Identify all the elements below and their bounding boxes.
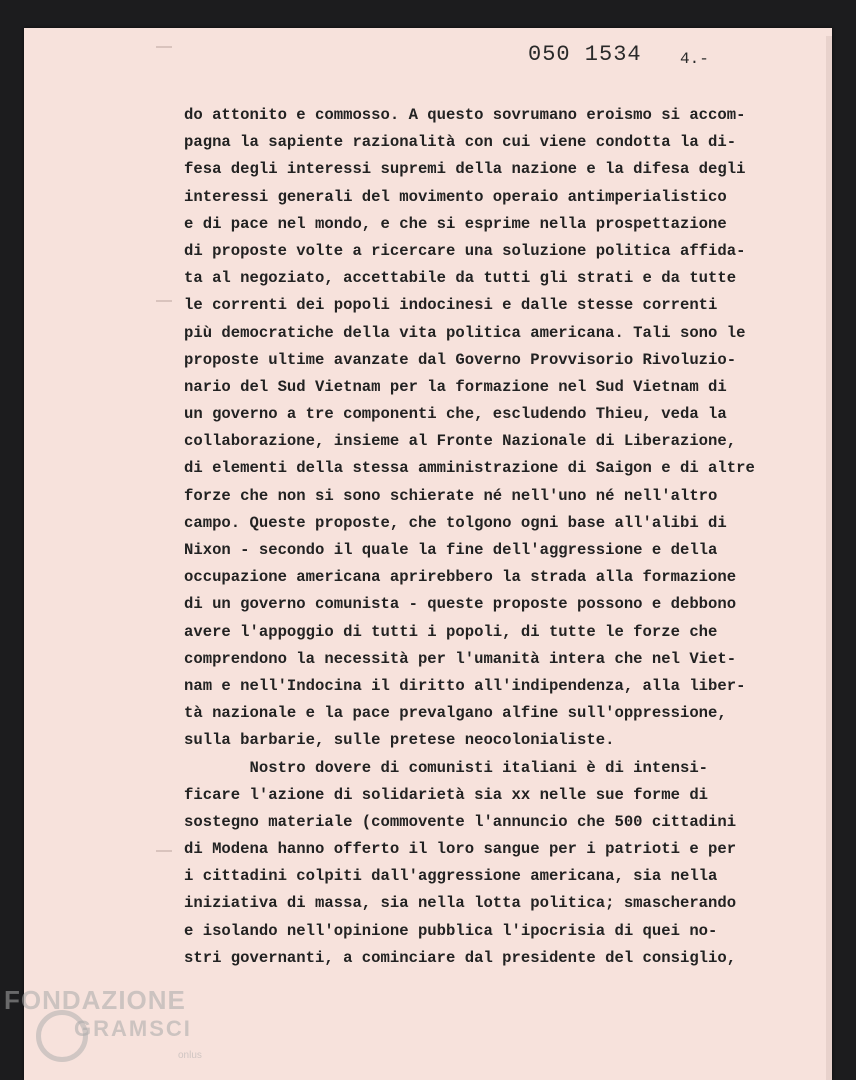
text-line: tà nazionale e la pace prevalgano alfine sull'oppressione, bbox=[184, 704, 727, 723]
text-line: di Modena hanno offerto il loro sangue per i patrioti e per bbox=[184, 840, 737, 859]
text-line: di proposte volte a ricercare una soluzione politica affida- bbox=[184, 241, 746, 260]
text-line: interessi generali del movimento operaio antimperialistico bbox=[184, 187, 727, 206]
text-line: nario del Sud Vietnam per la formazione nel Sud Vietnam di bbox=[184, 377, 727, 396]
text-line: nam e nell'Indocina il diritto all'indipendenza, alla liber- bbox=[184, 676, 746, 695]
text-line: di elementi della stessa amministrazione di Saigon e di altre bbox=[184, 459, 755, 478]
text-line: pagna la sapiente razionalità con cui viene condotta la di- bbox=[184, 133, 737, 152]
text-line: di un governo comunista - queste proposte possono e debbono bbox=[184, 595, 737, 614]
page-number: 4.- bbox=[680, 50, 709, 68]
text-line: iniziativa di massa, sia nella lotta politica; smascherando bbox=[184, 894, 737, 913]
text-line: Nostro dovere di comunisti italiani è di intensi- bbox=[184, 758, 709, 777]
text-line: campo. Queste proposte, che tolgono ogni base all'alibi di bbox=[184, 513, 727, 532]
text-line: occupazione americana aprirebbero la strada alla formazione bbox=[184, 568, 737, 587]
text-line: le correnti dei popoli indocinesi e dalle stesse correnti bbox=[184, 296, 718, 315]
typed-text-body bbox=[184, 102, 804, 972]
text-line: Nixon - secondo il quale la fine dell'aggressione e della bbox=[184, 541, 718, 559]
watermark-line-3: onlus bbox=[178, 1050, 202, 1061]
page-edge bbox=[826, 36, 832, 1080]
watermark-logo bbox=[4, 985, 192, 1042]
margin-mark bbox=[156, 46, 172, 48]
text-line: fesa degli interessi supremi della nazione e la difesa degli bbox=[184, 160, 746, 179]
text-line: ta al negoziato, accettabile da tutti gli strati e da tutte bbox=[184, 269, 737, 288]
text-line: sostegno materiale (commovente l'annuncio che 500 cittadini bbox=[184, 812, 737, 831]
text-line: più democratiche della vita politica americana. Tali sono le bbox=[184, 323, 746, 342]
text-line: e isolando nell'opinione pubblica l'ipocrisia di quei no- bbox=[184, 921, 718, 940]
text-line: sulla barbarie, sulle pretese neocolonialiste. bbox=[184, 731, 615, 750]
text-line: ficare l'azione di solidarietà sia xx nelle sue forme di bbox=[184, 785, 709, 804]
watermark-g-icon bbox=[36, 1010, 88, 1062]
text-line: proposte ultime avanzate dal Governo Provvisorio Rivoluzio- bbox=[184, 350, 737, 369]
archive-number: 050 1534 bbox=[528, 42, 642, 67]
margin-mark bbox=[156, 850, 172, 852]
text-line: un governo a tre componenti che, escludendo Thieu, veda la bbox=[184, 405, 727, 424]
text-line: e di pace nel mondo, e che si esprime nella prospettazione bbox=[184, 214, 727, 233]
text-line: stri governanti, a cominciare dal presidente del consiglio, bbox=[184, 948, 737, 967]
text-line: i cittadini colpiti dall'aggressione americana, sia nella bbox=[184, 867, 718, 886]
text-line: comprendono la necessità per l'umanità intera che nel Viet- bbox=[184, 649, 737, 668]
text-line: do attonito e commosso. A questo sovrumano eroismo si accom- bbox=[184, 106, 746, 124]
text-line: forze che non si sono schierate né nell'uno né nell'altro bbox=[184, 486, 718, 505]
text-line: avere l'appoggio di tutti i popoli, di tutte le forze che bbox=[184, 622, 718, 641]
watermark-line-2: GRAMSCI bbox=[74, 1016, 192, 1041]
margin-mark bbox=[156, 300, 172, 302]
text-line: collaborazione, insieme al Fronte Nazionale di Liberazione, bbox=[184, 432, 737, 451]
watermark-line-1: FONDAZIONE bbox=[4, 985, 186, 1015]
